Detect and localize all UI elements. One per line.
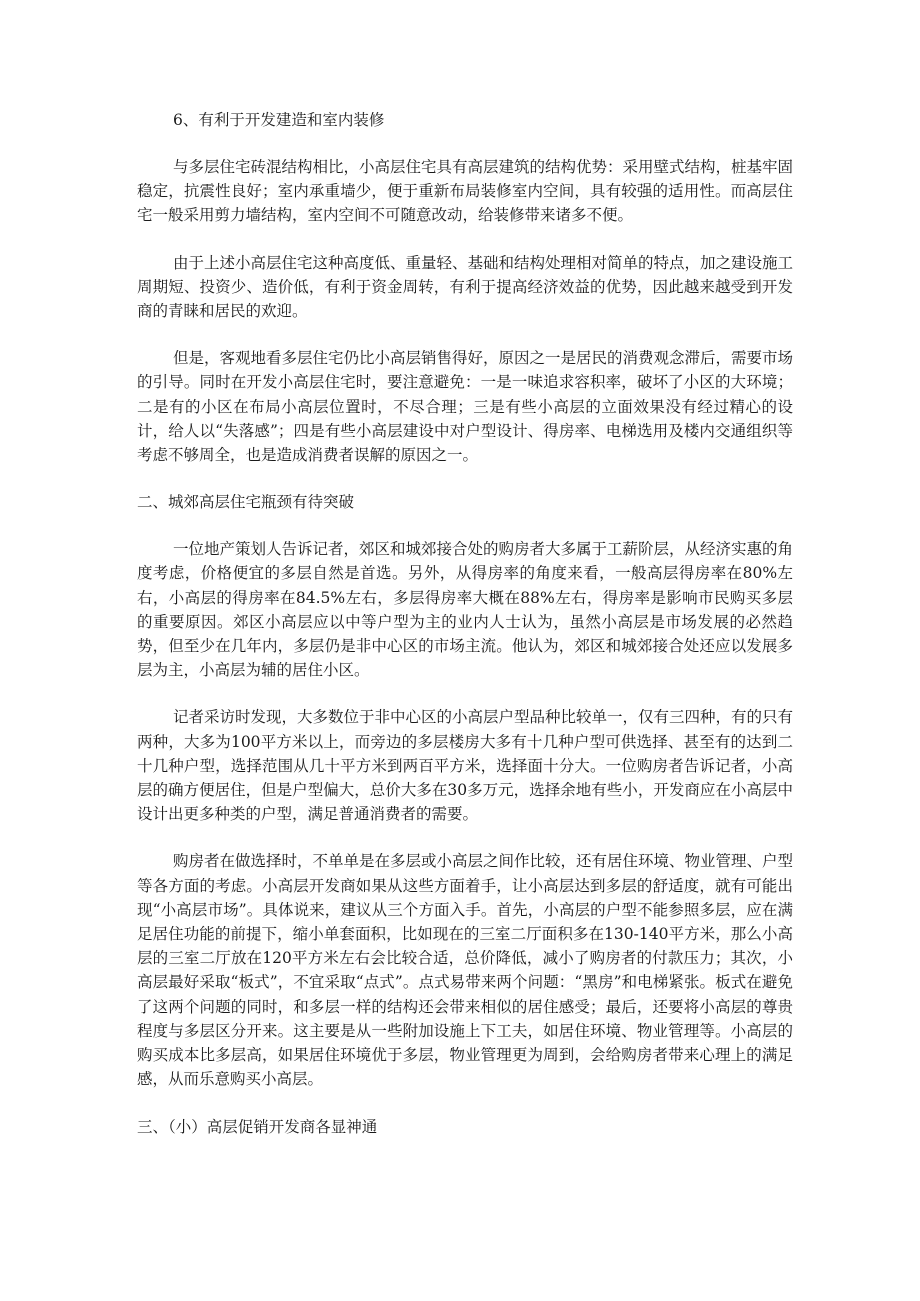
paragraph-sales-issues: 但是，客观地看多层住宅仍比小高层销售得好，原因之一是居民的消费观念滞后，需要市场的引导。同时在开发小高层住宅时，要注意避免：一是一味追求容积率，破坏了小区的大环境；二是有的小区在布局小高层位置时，不尽合理；三是有些小高层的立面效果没有经过精心的设计，给人以“失落感”；四是有些小高层建设中对户型设计、得房率、电梯选用及楼内交通组织等考虑不够周全，也是造成消费者误解的原因之一。 — [137, 349, 794, 465]
section-heading-3: 三、（小）高层促销开发商各显神通 — [137, 1117, 378, 1136]
paragraph-unit-types: 记者采访时发现，大多数位于非中心区的小高层户型品种比较单一，仅有三四种，有的只有两种，大多为100平方米以上，而旁边的多层楼房大多有十几种户型可供选择、甚至有的达到二十几种户型，选择范围从几十平方米到两百平方米，选择面十分大。一位购房者告诉记者，小高层的确方便居住，但是户型偏大，总价大多在30多万元，选择余地有些小，开发商应在小高层中设计出更多种类的户型，满足普通消费者的需要。 — [137, 708, 794, 824]
paragraph-structure-advantage: 与多层住宅砖混结构相比，小高层住宅具有高层建筑的结构优势：采用壁式结构，桩基牢固稳定，抗震性良好；室内承重墙少，便于重新布局装修室内空间，具有较强的适用性。而高层住宅一般采用剪力墙结构，室内空间不可随意改动，给装修带来诸多不便。 — [137, 158, 794, 225]
document-page — [137, 108, 793, 1139]
paragraph-buyer-considerations: 购房者在做选择时，不单单是在多层或小高层之间作比较，还有居住环境、物业管理、户型等各方面的考虑。小高层开发商如果从这些方面着手，让小高层达到多层的舒适度，就有可能出现“小高层市场”。具体说来，建议从三个方面入手。首先，小高层的户型不能参照多层，应在满足居住功能的前提下，缩小单套面积，比如现在的三室二厅面积多在130-140平方米，那么小高层的三室二厅放在120平方米左右会比较合适，总价降低，减小了购房者的付款压力；其次，小高层最好采取“板式”，不宜采取“点式”。点式易带来两个问题：“黑房”和电梯紧张。板式在避免了这两个问题的同时，和多层一样的结构还会带来相似的居住感受；最后，还要将小高层的尊贵程度与多层区分开来。这主要是从一些附加设施上下工夫，如居住环境、物业管理等。小高层的购买成本比多层高，如果居住环境优于多层，物业管理更为周到，会给购房者带来心理上的满足感，从而乐意购买小高层。 — [137, 852, 794, 1089]
section-heading-6: 6、有利于开发建造和室内装修 — [173, 111, 385, 129]
paragraph-popularity: 由于上述小高层住宅这种高度低、重量轻、基础和结构处理相对简单的特点，加之建设施工周期短、投资少、造价低，有利于资金周转，有利于提高经济效益的优势，因此越来越受到开发商的青睐和居民的欢迎。 — [137, 253, 794, 321]
section-heading-2: 二、城郊高层住宅瓶颈有待突破 — [137, 493, 355, 512]
paragraph-suburban-buyers: 一位地产策划人告诉记者，郊区和城郊接合处的购房者大多属于工薪阶层，从经济实惠的角度考虑，价格便宜的多层自然是首选。另外，从得房率的角度来看，一般高层得房率在80%左右，小高层的得房率在84.5%左右，多层得房率大概在88%左右，得房率是影响市民购买多层的重要原因。郊区小高层应以中等户型为主的业内人士认为，虽然小高层是市场发展的必然趋势，但至少在几年内，多层仍是非中心区的市场主流。他认为，郊区和城郊接合处还应以发展多层为主，小高层为辅的居住小区。 — [137, 540, 794, 680]
